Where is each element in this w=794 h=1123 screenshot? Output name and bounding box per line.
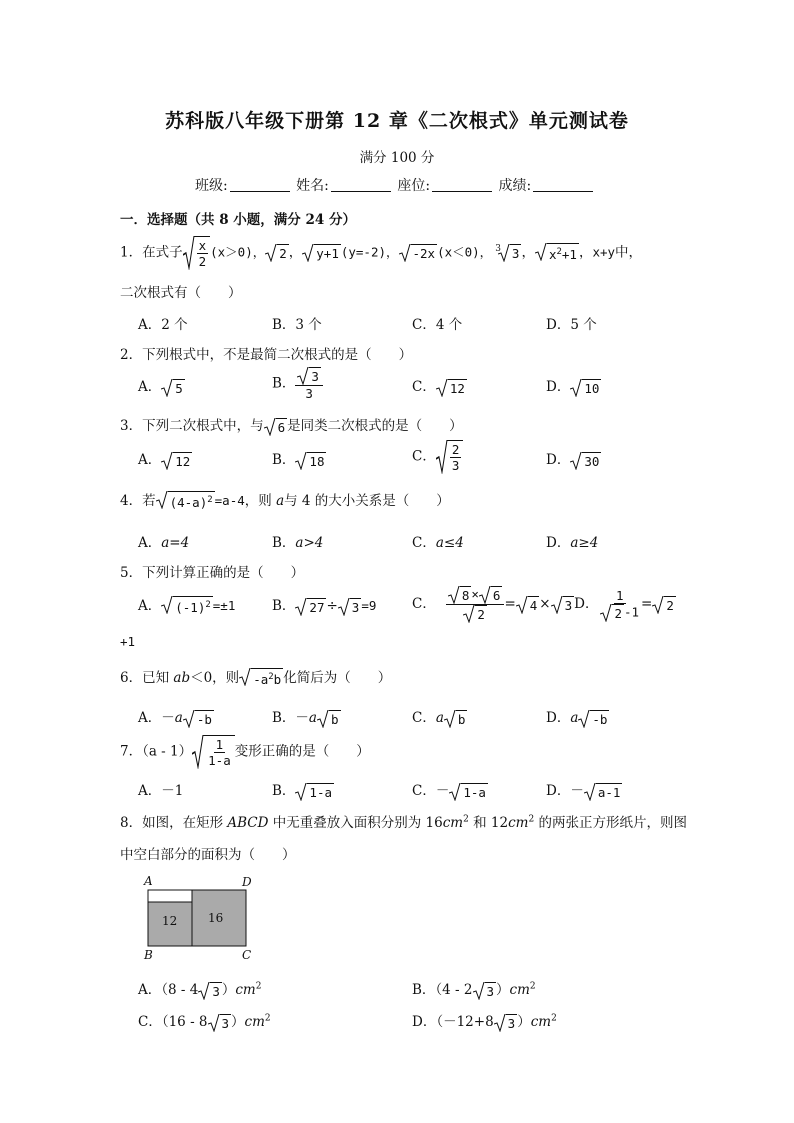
question-1-option-d[interactable]: D．5 个 (546, 317, 597, 333)
question-number: 1． (120, 244, 143, 261)
fraction-denominator: 1-a (208, 753, 231, 768)
expression: ） (231, 1014, 245, 1030)
option-label: D．－ (546, 783, 584, 799)
separator: ， (288, 244, 303, 261)
radicand: 3 (486, 983, 495, 999)
radical-sign-icon (479, 586, 491, 604)
radicand: 3 (311, 369, 319, 384)
variable: ABCD (227, 815, 269, 831)
seat-label: 座位: (397, 178, 431, 194)
option-label: C． (412, 535, 436, 551)
question-5 (120, 561, 304, 581)
variable: a (174, 710, 183, 726)
stem-text: 化简后为（ ） (283, 670, 392, 686)
sign: － (295, 710, 309, 726)
radicand: b (273, 672, 282, 688)
option-label: A． (138, 710, 162, 726)
seat-blank[interactable] (432, 178, 492, 192)
radicand: 2 (614, 605, 622, 621)
fraction-numerator: 1 (215, 737, 224, 752)
radicand: 1-a (463, 784, 486, 800)
expression: =9 (361, 598, 377, 613)
vertex-d: D (242, 875, 252, 889)
question-number: 2． (120, 347, 143, 363)
radical-sign-icon (239, 668, 251, 686)
operator: ÷ (326, 598, 338, 614)
radicand: 2 (279, 246, 287, 261)
expression: （4 - 2 (435, 982, 473, 998)
variable: ab (173, 670, 191, 686)
radical-sign-icon (570, 379, 582, 397)
radicand: 6 (492, 588, 501, 603)
radicand: a-1 (597, 784, 621, 800)
stem-text: 是同类二次根式的是（ ） (287, 418, 463, 434)
stem-text: 下列计算正确的是（ ） (142, 565, 305, 581)
option-label: C． (138, 1014, 162, 1030)
question-6-option-c[interactable] (412, 706, 467, 728)
radical-sign-icon (600, 604, 612, 622)
option-label: A． (138, 379, 162, 395)
expression: ） (496, 982, 510, 998)
expression: -1 (623, 604, 640, 619)
radical (265, 244, 289, 262)
radicand: 3 (351, 599, 360, 615)
question-7-option-b[interactable] (272, 779, 334, 801)
stem-text: 若 (142, 493, 156, 509)
class-label: 班级: (195, 178, 228, 194)
question-2-option-d[interactable] (546, 375, 601, 397)
sign: － (161, 710, 175, 726)
radical-sign-icon (498, 244, 510, 262)
exponent: 2 (205, 600, 211, 611)
question-2 (120, 343, 412, 363)
radical-sign-icon (578, 710, 590, 728)
separator: ， (578, 244, 593, 261)
radicand: -2x (412, 246, 436, 261)
option-label: B． (272, 452, 296, 468)
radical-sign-icon (161, 452, 173, 470)
stem-text: 已知 (142, 670, 174, 686)
page-title: 苏科版八年级下册第 12 章《二次根式》单元测试卷 (165, 110, 629, 132)
radicand: (4-a) (169, 495, 208, 511)
option-label: A． (138, 598, 162, 614)
question-4-option-d[interactable] (546, 531, 598, 551)
option-label: A． (138, 982, 162, 998)
radicand: 12 (175, 453, 191, 469)
option-label: D． (546, 379, 571, 395)
expression: =±1 (212, 598, 236, 613)
radical-sign-icon (297, 367, 309, 385)
radical-sign-icon (448, 586, 460, 604)
section-title: 一．选择题（共 8 小题，满分 24 分） (120, 212, 356, 228)
unit: cm (442, 815, 464, 831)
question-2-option-c[interactable] (412, 375, 467, 397)
radicand: $x^2+1$ (547, 243, 579, 263)
question-7-option-c[interactable] (412, 779, 488, 801)
expression: （－12+8 (436, 1014, 494, 1030)
radical-sign-icon (652, 596, 664, 614)
radical-sign-icon (302, 244, 314, 262)
fraction-denominator: 2 (198, 254, 207, 269)
separator: ， (521, 244, 535, 261)
stem-text: 与 4 的大小关系是（ ） (284, 493, 450, 509)
option-value: a≤4 (435, 535, 464, 551)
score-label: 成绩: (498, 178, 532, 194)
question-number: 8． (120, 815, 143, 831)
question-3-option-a[interactable] (138, 448, 192, 470)
radicand: -b (196, 711, 212, 727)
radical (399, 244, 438, 262)
question-7-option-d[interactable] (546, 779, 622, 801)
radical-sign-icon (494, 1014, 506, 1032)
exponent: 2 (529, 981, 536, 992)
option-label: B． (272, 375, 296, 392)
radicand: 18 (309, 453, 325, 469)
option-value: a≥4 (570, 535, 599, 551)
variable: a (570, 710, 579, 726)
question-5-continuation: +1 (120, 634, 136, 649)
question-number: 5． (120, 565, 143, 581)
radicand: 8 (461, 588, 470, 603)
question-3 (120, 414, 463, 436)
exponent: 2 (268, 672, 274, 683)
question-4 (120, 489, 450, 512)
radical-sign-icon (570, 452, 582, 470)
question-3-option-c[interactable] (412, 440, 463, 474)
stem-text: 中， (615, 244, 643, 261)
radicand: 27 (309, 599, 325, 615)
radical-sign-icon (295, 452, 307, 470)
question-number: 6． (120, 670, 143, 686)
stem-text: （a - 1） (142, 743, 193, 760)
radicand: b (457, 711, 466, 727)
expression: （8 - 4 (161, 982, 199, 998)
radicand: 12 (449, 380, 465, 396)
stem-text: 的两张正方形纸片，则图 (534, 815, 688, 831)
operator: = (504, 596, 516, 612)
question-4-option-c[interactable] (412, 531, 464, 551)
radicand: 4 (529, 597, 538, 613)
option-label: B． (272, 710, 296, 726)
radicand: 10 (584, 380, 600, 396)
question-1-line2: 二次根式有（ ） (120, 285, 242, 301)
question-5-option-a[interactable] (138, 594, 235, 617)
question-8-option-b[interactable] (412, 978, 536, 1000)
radical-sign-icon (463, 605, 475, 623)
exponent: 2 (551, 1013, 557, 1024)
stem-text: 在式子 (142, 244, 183, 261)
question-number: 4． (120, 493, 143, 509)
question-8-option-a[interactable] (138, 978, 261, 1000)
radical-sign-icon (208, 1014, 220, 1032)
square-label-16: 16 (208, 911, 224, 925)
question-number: 3． (120, 418, 143, 434)
question-8-line2: 中空白部分的面积为（ ） (120, 847, 296, 863)
radical-sign-icon (473, 982, 485, 1000)
question-4-option-b[interactable] (272, 531, 323, 551)
question-6-option-a[interactable] (138, 706, 214, 728)
exponent: 2 (528, 814, 535, 825)
radicand: 3 (511, 246, 520, 261)
question-8-option-d[interactable] (412, 1010, 557, 1032)
operator: × (539, 596, 551, 612)
radicand: 30 (584, 453, 600, 469)
fraction-numerator: 2 (451, 442, 460, 457)
option-value: a=4 (161, 535, 190, 551)
expression: x+y (592, 244, 616, 260)
option-label: C． (412, 448, 436, 465)
cube-radical (498, 244, 522, 262)
radical-sign-icon (161, 379, 173, 397)
radical-sign-icon (516, 596, 528, 614)
radical-sign-icon (444, 710, 456, 728)
student-info-line (195, 175, 595, 195)
radical-sign-icon (295, 598, 307, 616)
question-6-option-b[interactable] (272, 706, 341, 728)
question-number: 7． (120, 743, 143, 760)
question-4-option-a[interactable] (138, 531, 189, 551)
radicand: 5 (175, 380, 183, 396)
condition: (x＞0)， (210, 244, 266, 260)
stem-text: ，则 (244, 493, 277, 509)
radical-sign-icon (183, 710, 195, 728)
expression: ） (517, 1014, 531, 1030)
option-label: B． (272, 783, 296, 799)
radicand: 2 (477, 607, 485, 622)
question-1-option-a[interactable]: A．2 个 (138, 317, 188, 333)
radical-sign-icon (192, 735, 204, 769)
question-7-option-a[interactable] (138, 779, 183, 799)
radical-sign-icon (198, 982, 210, 1000)
option-label: D． (412, 1014, 437, 1030)
option-label: A．－1 (138, 783, 184, 799)
vertex-a: A (144, 874, 153, 888)
expression: （16 - 8 (161, 1014, 208, 1030)
radicand: 3 (221, 1015, 230, 1031)
option-label: D． (546, 710, 571, 726)
unit: cm (244, 1014, 265, 1030)
question-6-option-d[interactable] (546, 706, 609, 728)
option-label: C． (412, 596, 436, 612)
radical-sign-icon (317, 710, 329, 728)
radical-sign-icon (399, 244, 411, 262)
exponent: 2 (463, 814, 469, 825)
operator: = (641, 596, 653, 612)
unit: cm (509, 982, 530, 998)
radical-sign-icon (265, 244, 277, 262)
exponent: 2 (207, 495, 213, 506)
radical-sign-icon (436, 379, 448, 397)
option-label: C．－ (412, 783, 450, 799)
variable: a (276, 493, 285, 509)
option-label: A． (138, 535, 162, 551)
score-blank[interactable] (533, 178, 593, 192)
radicand: 3 (507, 1015, 516, 1031)
cube-index: 3 (495, 244, 501, 254)
expression: =a-4 (214, 493, 245, 508)
option-label: B． (272, 598, 296, 614)
exponent: 2 (255, 981, 262, 992)
question-1 (120, 236, 642, 270)
stem-text: 中无重叠放入面积分别为 16 (268, 815, 443, 831)
question-1-option-c[interactable]: C．4 个 (412, 317, 463, 333)
radical (535, 243, 579, 263)
radical-sign-icon (295, 783, 307, 801)
stem-text: 下列二次根式中，与 (142, 418, 264, 434)
radical-sign-icon (551, 596, 563, 614)
question-5-option-b[interactable] (272, 594, 376, 616)
radicand: 1-a (309, 784, 332, 800)
operator: × (471, 586, 479, 602)
full-score: 满分 100 分 (359, 150, 435, 166)
fraction-numerator: x (198, 238, 207, 253)
radical (302, 244, 341, 262)
radical-sign-icon (584, 783, 596, 801)
question-1-option-b[interactable]: B．3 个 (272, 317, 322, 333)
option-label: D． (574, 596, 599, 612)
option-label: C． (412, 710, 436, 726)
vertex-c: C (242, 948, 252, 962)
option-value: a>4 (295, 535, 324, 551)
unit: cm (508, 815, 529, 831)
radical-sign-icon (264, 418, 276, 436)
name-label: 姓名: (296, 178, 329, 194)
option-label: D． (546, 452, 571, 468)
option-label: B． (272, 535, 296, 551)
question-2-option-a[interactable] (138, 375, 185, 397)
radical-sign-icon (156, 491, 168, 509)
radicand: 6 (277, 419, 286, 435)
radicand: b (330, 711, 339, 727)
radical-sign-icon (436, 440, 448, 474)
radical (183, 236, 211, 270)
radical-sign-icon (449, 783, 461, 801)
fraction-numerator: 1 (615, 587, 624, 603)
exponent: 2 (264, 1013, 271, 1024)
radical-sign-icon (535, 243, 547, 261)
stem-text: 下列根式中，不是最简二次根式的是（ ） (142, 347, 413, 363)
rectangle-figure (140, 874, 260, 964)
class-blank[interactable] (230, 178, 290, 192)
stem-text: 和 12 (468, 815, 509, 831)
stem-text: ＜0，则 (190, 670, 240, 686)
stem-text: 变形正确的是（ ） (234, 743, 370, 760)
radicand: -a (253, 672, 269, 688)
radical-sign-icon (161, 596, 173, 614)
unit: cm (530, 1014, 552, 1030)
question-5-option-c[interactable] (412, 586, 676, 623)
fraction-denominator: 3 (305, 386, 313, 401)
fraction-denominator: 3 (451, 458, 460, 473)
radicand: (-1) (175, 600, 206, 616)
radicand: 2 (666, 597, 674, 613)
radicand: y+1 (316, 246, 339, 261)
vertex-b: B (144, 948, 153, 962)
radical-sign-icon (338, 598, 350, 616)
square-label-12: 12 (162, 914, 178, 928)
question-6 (120, 666, 391, 689)
variable: a (308, 710, 317, 726)
option-label: B． (412, 982, 436, 998)
condition: (y=-2)， (340, 244, 399, 260)
unit: cm (235, 982, 256, 998)
name-blank[interactable] (331, 178, 391, 192)
radicand: 3 (212, 983, 220, 999)
question-2-option-b[interactable] (272, 367, 323, 401)
expression: ） (221, 982, 236, 998)
radical-sign-icon (183, 236, 195, 270)
radicand: -b (592, 711, 608, 727)
stem-text: 如图，在矩形 (142, 815, 228, 831)
question-8 (120, 811, 687, 831)
question-3-option-b[interactable] (272, 448, 326, 470)
option-label: D． (546, 535, 571, 551)
question-8-option-c[interactable] (138, 1010, 271, 1032)
condition: (x＜0)， (437, 244, 493, 260)
question-3-option-d[interactable] (546, 448, 601, 470)
radicand: 3 (564, 597, 573, 613)
question-7 (120, 735, 370, 769)
option-label: C． (412, 379, 436, 395)
variable: a (435, 710, 444, 726)
option-label: A． (138, 452, 162, 468)
